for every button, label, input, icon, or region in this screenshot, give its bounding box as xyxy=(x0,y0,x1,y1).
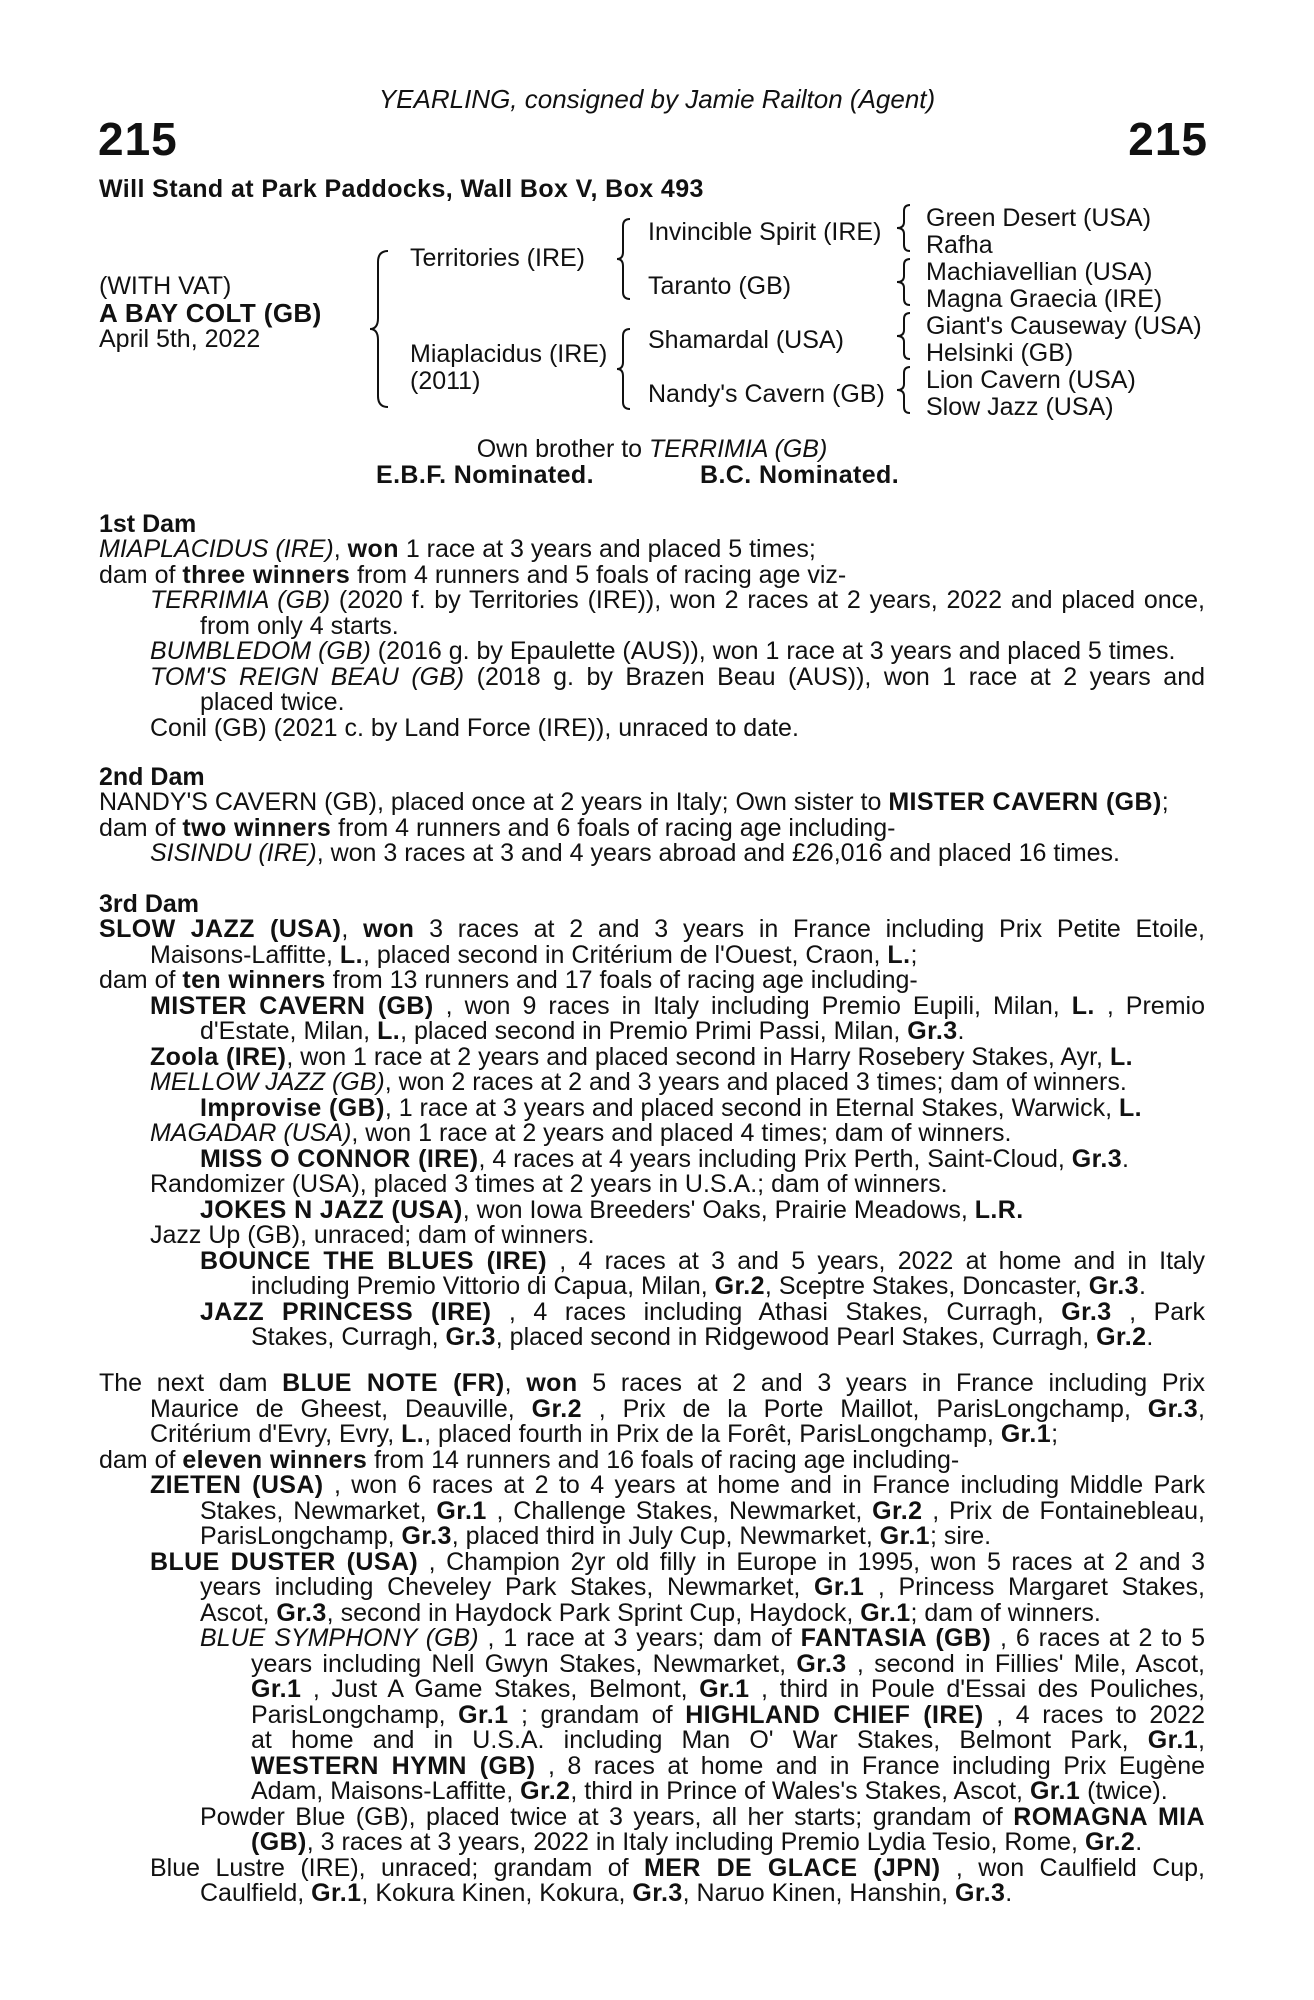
text: , xyxy=(333,535,348,563)
won-emphasis: won xyxy=(347,535,399,563)
text: , won 1 race at 2 years and placed second in Harry Rosebery Stakes, Ayr, xyxy=(286,1042,1110,1071)
grade: Gr.3 xyxy=(632,1879,683,1907)
grade: Gr.2 xyxy=(714,1272,765,1300)
produce-line xyxy=(99,1524,1205,1550)
text: , Princess Margaret Stakes, xyxy=(877,1573,1205,1601)
grade: Gr.2 xyxy=(531,1394,582,1423)
text: , 4 races at 3 and 5 years, 2022 at home and in Italy xyxy=(559,1246,1206,1275)
produce-line xyxy=(99,1070,1205,1096)
grade: Gr.1 xyxy=(1147,1726,1199,1754)
dam-line xyxy=(99,1371,1205,1397)
text: Maurice de Gheest, Deauville, xyxy=(150,1394,532,1423)
text: at home and in U.S.A. including Man O' War Stakes, Belmont Park, xyxy=(251,1726,1148,1754)
grade: Gr.3 xyxy=(401,1522,452,1550)
horse-emphasis: (GB) xyxy=(251,1828,307,1856)
grade: Gr.3 xyxy=(1088,1272,1139,1300)
text: . xyxy=(1005,1879,1013,1907)
pedigree-dds: Lion Cavern (USA) xyxy=(926,366,1136,394)
text: ; dam of winners. xyxy=(910,1598,1101,1627)
pedigree-dsd: Helsinki (GB) xyxy=(926,339,1074,367)
pedigree-dam-dam: Nandy's Cavern (GB) xyxy=(648,380,885,408)
text: Caulfield, xyxy=(200,1879,312,1907)
consignor-caption: YEARLING, consigned by Jamie Railton (Agent) xyxy=(378,84,936,114)
text: , 8 races at home and in France including Prix Eugène xyxy=(548,1751,1206,1780)
produce-name: MELLOW JAZZ (GB) xyxy=(150,1068,385,1096)
text: ; sire. xyxy=(929,1522,992,1550)
text: Critérium d'Evry, Evry, xyxy=(150,1420,402,1448)
produce-line xyxy=(99,588,1205,614)
grade: L. xyxy=(377,1017,401,1045)
horse-emphasis: FANTASIA (GB) xyxy=(800,1624,992,1652)
text: years including Nell Gwyn Stakes, Newmarket, xyxy=(251,1649,797,1678)
produce-line xyxy=(99,1575,1205,1601)
dam-line xyxy=(99,917,1205,943)
grade: Gr.1 xyxy=(251,1675,302,1703)
pedigree-brace-sire xyxy=(614,216,636,302)
grade: Gr.2 xyxy=(1096,1323,1147,1351)
text: Stakes, Curragh, xyxy=(251,1323,446,1351)
produce-line: Randomizer (USA), placed 3 times at 2 years in U.S.A.; dam of winners. xyxy=(150,1170,948,1198)
produce-line xyxy=(99,1649,1205,1678)
produce-name: BLUE SYMPHONY (GB) xyxy=(200,1624,479,1652)
text: d'Estate, Milan, xyxy=(200,1017,378,1045)
text: , Premio xyxy=(1106,991,1205,1020)
next-dam-section xyxy=(99,1371,1205,1907)
produce-line: placed twice. xyxy=(200,688,345,716)
produce-line xyxy=(99,1195,1205,1224)
produce-name: ZIETEN (USA) xyxy=(150,1471,324,1499)
pedigree-dam: Miaplacidus (IRE) xyxy=(410,340,608,368)
third-dam-section xyxy=(99,892,1205,1351)
dam-name: SLOW JAZZ (USA) xyxy=(99,915,342,943)
produce-line xyxy=(99,1325,1205,1351)
grade: L.R. xyxy=(974,1195,1024,1224)
produce-line xyxy=(99,1853,1206,1882)
grade: Gr.1 xyxy=(436,1496,487,1525)
grade: L. xyxy=(339,940,363,969)
text: dam of xyxy=(99,560,183,589)
text: , xyxy=(504,1369,527,1397)
dam-line xyxy=(99,813,1205,842)
produce-name: Improvise (GB) xyxy=(200,1093,385,1122)
text: , won Iowa Breeders' Oaks, Prairie Meadows, xyxy=(462,1195,975,1224)
produce-line xyxy=(99,1728,1205,1754)
text: , placed second in Premio Primi Passi, Milan, xyxy=(400,1017,908,1045)
pedigree-dam-year: (2011) xyxy=(410,367,481,395)
text: , third in Poule d'Essai des Pouliches, xyxy=(761,1675,1205,1703)
second-dam-section xyxy=(99,765,1205,867)
text: (twice). xyxy=(1080,1777,1168,1805)
text: , Champion 2yr old filly in Europe in 1995, won 5 races at 2 and 3 xyxy=(428,1547,1205,1576)
text: , third in Prince of Wales's Stakes, Ascot, xyxy=(570,1777,1030,1805)
produce-line xyxy=(99,1751,1206,1780)
dam-line xyxy=(99,940,1205,969)
text: ParisLongchamp, xyxy=(200,1522,402,1550)
pedigree-sire-dam: Taranto (GB) xyxy=(648,272,792,300)
winners-count: eleven winners xyxy=(182,1445,368,1474)
horse-emphasis: WESTERN HYMN (GB) xyxy=(251,1751,536,1780)
produce-name: SISINDU (IRE) xyxy=(150,839,317,867)
produce-line xyxy=(99,1779,1205,1805)
text: , 4 races at 4 years including Prix Perth, Saint-Cloud, xyxy=(478,1144,1072,1173)
pedigree-sire-sire: Invincible Spirit (IRE) xyxy=(648,218,882,246)
text: (2020 f. by Territories (IRE)), won 2 races at 2 years, 2022 and placed once, xyxy=(338,586,1205,614)
dam-name: BLUE NOTE (FR) xyxy=(282,1369,505,1397)
grade: Gr.1 xyxy=(311,1879,362,1907)
ebf-nominated: E.B.F. Nominated. xyxy=(376,461,594,489)
produce-name: JOKES N JAZZ (USA) xyxy=(200,1195,463,1224)
text: , second in Fillies' Mile, Ascot, xyxy=(856,1649,1205,1678)
text: Maisons-Laffitte, xyxy=(150,940,340,969)
dam-name: MIAPLACIDUS (IRE) xyxy=(99,535,334,563)
grade: Gr.3 xyxy=(276,1598,327,1627)
dam-line xyxy=(99,560,1205,589)
own-brother-note xyxy=(0,435,1304,464)
text: Powder Blue (GB), placed twice at 3 years, all her starts; grandam of xyxy=(200,1802,1014,1831)
horse-emphasis: MER DE GLACE (JPN) xyxy=(644,1853,941,1882)
section-heading: 1st Dam xyxy=(99,510,197,538)
pedigree-dss: Giant's Causeway (USA) xyxy=(926,312,1202,340)
produce-line xyxy=(99,1802,1205,1831)
text: , xyxy=(1198,1726,1205,1754)
grade: Gr.1 xyxy=(813,1573,865,1601)
text: , Naruo Kinen, Hanshin, xyxy=(682,1879,956,1907)
produce-line: Jazz Up (GB), unraced; dam of winners. xyxy=(150,1221,595,1249)
grade: Gr.3 xyxy=(907,1017,958,1045)
vat-note: (WITH VAT) xyxy=(99,272,232,300)
winners-count: ten winners xyxy=(182,966,326,994)
winners-count: three winners xyxy=(182,560,351,589)
produce-name: TERRIMIA (GB) xyxy=(150,586,331,614)
produce-line xyxy=(99,1246,1206,1275)
text: including Premio Vittorio di Capua, Milan, xyxy=(251,1272,715,1300)
own-brother-name: TERRIMIA (GB) xyxy=(649,435,828,463)
grade: Gr.3 xyxy=(796,1649,847,1678)
produce-name: BLUE DUSTER (USA) xyxy=(150,1547,419,1576)
produce-line xyxy=(99,1496,1205,1525)
grade: L. xyxy=(1109,1042,1133,1071)
text: , Just A Game Stakes, Belmont, xyxy=(312,1675,700,1703)
pedigree-brace-sd xyxy=(894,256,916,308)
text: , Prix de la Porte Maillot, ParisLongchamp, xyxy=(598,1394,1148,1423)
pedigree-dam-sire: Shamardal (USA) xyxy=(648,326,844,354)
produce-line xyxy=(99,1473,1205,1499)
won-emphasis: won xyxy=(363,915,415,943)
produce-line xyxy=(99,1547,1205,1576)
produce-line xyxy=(99,1297,1205,1326)
text: , 1 race at 3 years; dam of xyxy=(487,1624,801,1652)
grade: L. xyxy=(887,940,911,969)
produce-name: Zoola (IRE) xyxy=(150,1042,287,1071)
produce-line xyxy=(99,1677,1205,1703)
pedigree-sire: Territories (IRE) xyxy=(410,244,586,272)
text: years including Cheveley Park Stakes, Newmarket, xyxy=(200,1573,814,1601)
produce-line xyxy=(99,991,1205,1020)
pedigree-brace-dam xyxy=(614,326,636,412)
produce-line xyxy=(99,1881,1205,1907)
horse-emphasis: MISTER CAVERN (GB) xyxy=(888,788,1162,816)
pedigree-sdd: Magna Graecia (IRE) xyxy=(926,285,1163,313)
text: , won Caulfield Cup, xyxy=(955,1853,1206,1882)
text: . xyxy=(1146,1323,1154,1351)
text: , xyxy=(1198,1394,1205,1423)
section-heading: 3rd Dam xyxy=(99,890,200,918)
produce-line xyxy=(99,662,1205,691)
text: 3 races at 2 and 3 years in France including Prix Petite Etoile, xyxy=(429,915,1205,943)
produce-line xyxy=(99,639,1205,665)
text: , 4 races including Athasi Stakes, Curragh, xyxy=(508,1297,1062,1326)
grade: Gr.3 xyxy=(1061,1297,1112,1326)
text: , Kokura Kinen, Kokura, xyxy=(361,1879,633,1907)
text: Ascot, xyxy=(200,1598,277,1627)
text: , 3 races at 3 years, 2022 in Italy including Premio Lydia Tesio, Rome, xyxy=(306,1828,1085,1856)
produce-line xyxy=(99,1144,1205,1173)
horse-emphasis: ROMAGNA MIA xyxy=(1013,1802,1205,1831)
produce-line: Conil (GB) (2021 c. by Land Force (IRE)), unraced to date. xyxy=(150,713,799,742)
foaling-date: April 5th, 2022 xyxy=(99,325,261,353)
produce-line xyxy=(99,841,1205,867)
text: , Prix de Fontainebleau, xyxy=(932,1496,1205,1525)
grade: Gr.2 xyxy=(1084,1828,1136,1856)
text: Adam, Maisons-Laffitte, xyxy=(251,1777,521,1805)
text: , 1 race at 3 years and placed second in Eternal Stakes, Warwick, xyxy=(384,1093,1119,1122)
text: , placed second in Ridgewood Pearl Stakes, Curragh, xyxy=(495,1323,1097,1351)
produce-name: BUMBLEDOM (GB) xyxy=(150,637,371,665)
lot-number-left: 215 xyxy=(98,113,178,165)
grade: Gr.1 xyxy=(860,1598,911,1627)
pedigree-sds: Machiavellian (USA) xyxy=(926,258,1153,286)
grade: Gr.1 xyxy=(699,1675,750,1703)
text: Stakes, Newmarket, xyxy=(200,1496,437,1525)
pedigree-brace-main xyxy=(366,248,396,410)
produce-line: from only 4 starts. xyxy=(200,611,399,640)
text: (2018 g. by Brazen Beau (AUS)), won 1 race at 2 years and xyxy=(476,662,1205,691)
dam-line xyxy=(99,1422,1205,1448)
text: ; xyxy=(910,940,918,969)
text: . xyxy=(1138,1272,1146,1300)
text: , Sceptre Stakes, Doncaster, xyxy=(764,1272,1089,1300)
pedigree-ddd: Slow Jazz (USA) xyxy=(926,393,1114,421)
own-brother-prefix: Own brother to xyxy=(476,435,650,463)
dam-line xyxy=(99,968,1205,994)
text: dam of xyxy=(99,813,183,842)
text: , placed second in Critérium de l'Ouest, Craon, xyxy=(362,940,888,969)
text: The next dam xyxy=(99,1369,283,1397)
produce-name: BOUNCE THE BLUES (IRE) xyxy=(200,1246,547,1275)
text: . xyxy=(1122,1144,1129,1173)
text: dam of xyxy=(99,1445,183,1474)
text: ; grandam of xyxy=(520,1700,686,1729)
text: from 13 runners and 17 foals of racing age including- xyxy=(325,966,918,994)
text: , 6 races at 2 to 5 xyxy=(1000,1624,1205,1652)
text: , won 1 race at 2 years and placed 4 times; dam of winners. xyxy=(351,1119,1012,1147)
pedigree-brace-ds xyxy=(894,310,916,362)
produce-line xyxy=(99,1598,1205,1627)
text: . xyxy=(957,1017,965,1045)
produce-line xyxy=(99,1093,1205,1122)
text: from 14 runners and 16 foals of racing age including- xyxy=(367,1445,960,1474)
grade: Gr.2 xyxy=(872,1496,923,1525)
grade: Gr.1 xyxy=(1029,1777,1081,1805)
produce-line xyxy=(99,1700,1205,1729)
grade: Gr.1 xyxy=(1000,1420,1052,1448)
text: (2016 g. by Epaulette (AUS)), won 1 race at 3 years and placed 5 times. xyxy=(370,637,1176,665)
pedigree-brace-ss xyxy=(894,202,916,254)
text: , Park xyxy=(1129,1297,1205,1326)
produce-line xyxy=(99,1121,1205,1147)
grade: Gr.3 xyxy=(955,1879,1006,1907)
pedigree-sss: Green Desert (USA) xyxy=(926,204,1152,232)
text: , second in Haydock Park Sprint Cup, Haydock, xyxy=(326,1598,861,1627)
grade: L. xyxy=(1071,991,1095,1020)
dam-line xyxy=(99,1445,1205,1474)
lot-number-right: 215 xyxy=(1128,113,1208,165)
produce-name: MISS O CONNOR (IRE) xyxy=(200,1144,479,1173)
text: , won 9 races in Italy including Premio Eupili, Milan, xyxy=(445,991,1072,1020)
text: 1 race at 3 years and placed 5 times; xyxy=(398,535,816,563)
text: ParisLongchamp, xyxy=(251,1700,459,1729)
text: ; xyxy=(1051,1420,1059,1448)
grade: Gr.3 xyxy=(445,1323,496,1351)
text: , won 3 races at 3 and 4 years abroad and £26,016 and placed 16 times. xyxy=(316,839,1121,867)
bc-nominated: B.C. Nominated. xyxy=(700,461,900,489)
grade: Gr.2 xyxy=(520,1777,571,1805)
grade: Gr.1 xyxy=(879,1522,930,1550)
text: , Challenge Stakes, Newmarket, xyxy=(496,1496,873,1525)
text: , 4 races to 2022 xyxy=(996,1700,1205,1729)
horse-name: A BAY COLT (GB) xyxy=(99,298,322,328)
produce-line xyxy=(99,1042,1205,1071)
text: Blue Lustre (IRE), unraced; grandam of xyxy=(150,1853,645,1882)
produce-name: JAZZ PRINCESS (IRE) xyxy=(200,1297,492,1326)
stand-location: Will Stand at Park Paddocks, Wall Box V, Box 493 xyxy=(99,175,704,203)
grade: L. xyxy=(401,1420,425,1448)
text: from 4 runners and 6 foals of racing age including- xyxy=(331,813,896,842)
horse-emphasis: HIGHLAND CHIEF (IRE) xyxy=(685,1700,984,1729)
text: , placed fourth in Prix de la Forêt, ParisLongchamp, xyxy=(424,1420,1001,1448)
section-heading: 2nd Dam xyxy=(99,763,205,791)
pedigree-ssd: Rafha xyxy=(926,231,993,259)
produce-line xyxy=(99,1019,1205,1045)
grade: L. xyxy=(1118,1093,1142,1122)
dam-line xyxy=(99,790,1205,816)
grade: Gr.1 xyxy=(458,1700,509,1729)
dam-line xyxy=(99,1394,1205,1423)
produce-line xyxy=(99,1626,1205,1652)
text: NANDY'S CAVERN (GB), placed once at 2 years in Italy; Own sister to xyxy=(99,788,889,816)
produce-line xyxy=(99,1274,1205,1300)
first-dam-section xyxy=(99,512,1205,741)
grade: Gr.3 xyxy=(1071,1144,1123,1173)
text: from 4 runners and 5 foals of racing age viz- xyxy=(350,560,847,589)
dam-line xyxy=(99,537,1205,563)
text: 5 races at 2 and 3 years in France including Prix xyxy=(592,1369,1205,1397)
winners-count: two winners xyxy=(182,813,332,842)
text: ; xyxy=(1161,788,1169,816)
grade: Gr.3 xyxy=(1147,1394,1199,1423)
text: , xyxy=(341,915,364,943)
won-emphasis: won xyxy=(526,1369,578,1397)
produce-name: MISTER CAVERN (GB) xyxy=(150,991,434,1020)
text: , won 2 races at 2 and 3 years and placed 3 times; dam of winners. xyxy=(384,1068,1127,1096)
produce-name: TOM'S REIGN BEAU (GB) xyxy=(150,662,465,691)
text: dam of xyxy=(99,966,183,994)
text: , placed third in July Cup, Newmarket, xyxy=(451,1522,880,1550)
text: . xyxy=(1135,1828,1143,1856)
text: , won 6 races at 2 to 4 years at home and in France including Middle Park xyxy=(333,1471,1205,1499)
produce-line xyxy=(99,1830,1205,1856)
produce-name: MAGADAR (USA) xyxy=(150,1119,352,1147)
pedigree-brace-dd xyxy=(894,364,916,416)
